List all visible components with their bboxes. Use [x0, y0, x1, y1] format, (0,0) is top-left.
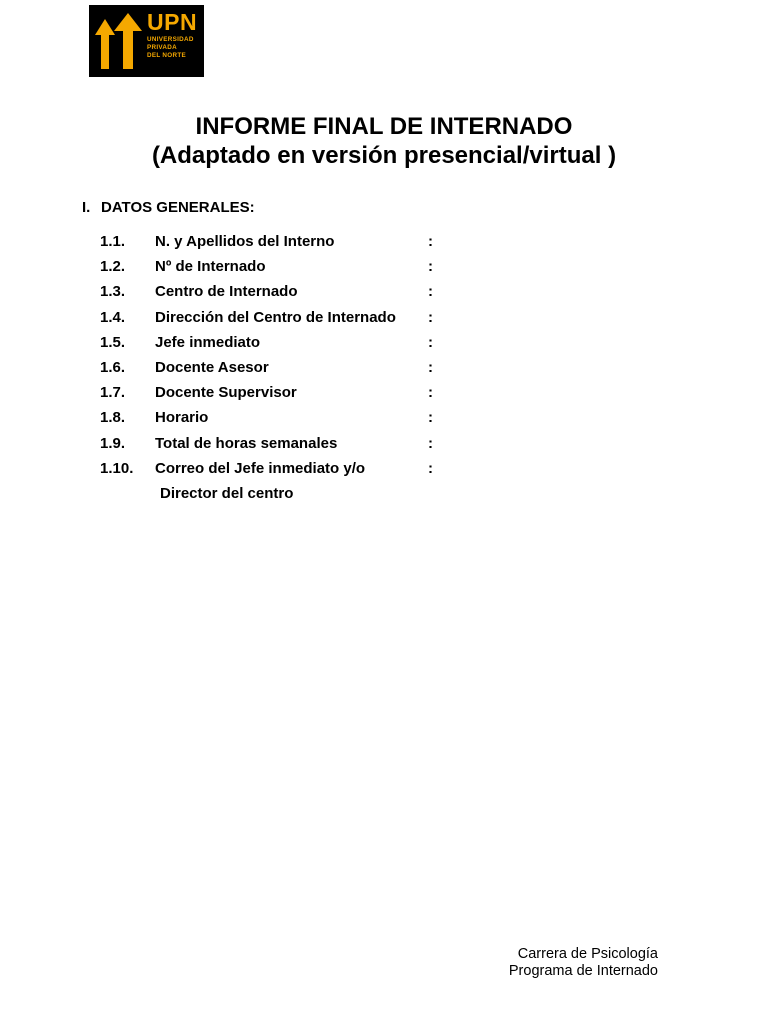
field-number: 1.2. [100, 258, 126, 276]
page-footer [509, 946, 658, 980]
section-number: I. [82, 199, 91, 216]
field-colon: : [428, 308, 433, 326]
field-colon: : [428, 283, 433, 301]
field-colon: : [428, 233, 433, 250]
field-label-continuation: Director del centro [160, 485, 294, 502]
field-label: N. y Apellidos del Interno [155, 233, 335, 250]
field-number: 1.1. [100, 233, 126, 250]
logo-brand: UPN [147, 9, 198, 35]
field-colon: : [428, 434, 433, 452]
logo-subtitle-line: DEL NORTE [147, 52, 186, 59]
field-colon: : [428, 384, 433, 402]
field-label: Centro de Internado [155, 283, 298, 301]
field-label: Dirección del Centro de Internado [155, 308, 396, 326]
field-colon: : [428, 358, 433, 376]
field-number: 1.8. [100, 409, 126, 427]
logo-subtitle-line: PRIVADA [147, 44, 177, 51]
field-number: 1.6. [100, 358, 126, 376]
logo-subtitle-line: UNIVERSIDAD [147, 36, 194, 43]
field-colon: : [428, 333, 433, 351]
field-label: Docente Asesor [155, 358, 269, 376]
footer-line-2: Programa de Internado [508, 963, 658, 979]
section-title: DATOS GENERALES: [101, 199, 255, 216]
title-line-1: INFORME FINAL DE INTERNADO [195, 113, 573, 140]
field-label: Horario [155, 409, 209, 427]
field-label: Jefe inmediato [155, 333, 261, 351]
upn-logo [89, 5, 204, 77]
field-label: Docente Supervisor [155, 384, 297, 402]
upn-arrows-logo-icon [89, 5, 149, 77]
field-colon: : [428, 258, 433, 276]
field-number: 1.9. [100, 434, 126, 452]
footer-line-1: Carrera de Psicología [517, 946, 658, 962]
field-number: 1.10. [100, 459, 134, 477]
logo-subtitle [147, 36, 197, 60]
section-heading [82, 199, 255, 216]
field-label: Total de horas semanales [155, 434, 338, 452]
field-number: 1.7. [100, 384, 126, 402]
field-number: 1.5. [100, 333, 126, 351]
title-line-2: (Adaptado en versión presencial/virtual ) [151, 142, 617, 169]
field-colon: : [428, 459, 433, 477]
field-label: Nº de Internado [155, 258, 266, 276]
field-label: Correo del Jefe inmediato y/o [155, 459, 366, 477]
logo-text [147, 10, 197, 60]
field-number: 1.4. [100, 308, 126, 326]
document-title [0, 112, 768, 170]
field-number: 1.3. [100, 283, 126, 301]
field-colon: : [428, 409, 433, 427]
